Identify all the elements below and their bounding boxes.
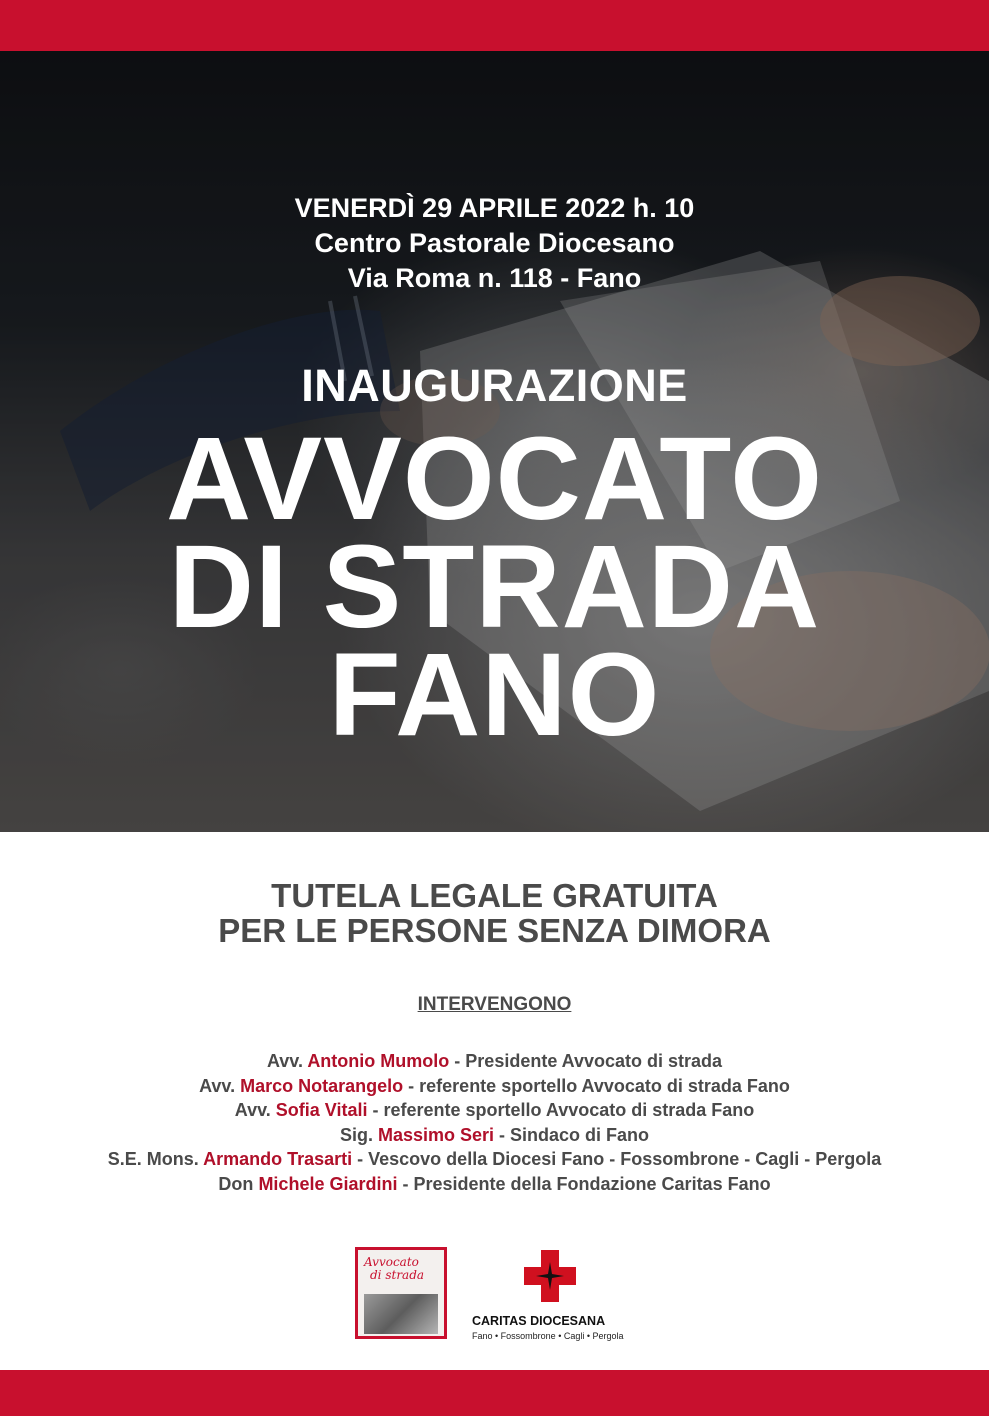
speaker-name: Michele Giardini (258, 1173, 398, 1194)
event-date: VENERDÌ 29 APRILE 2022 h. 10 (294, 193, 695, 223)
top-red-bar (0, 0, 989, 51)
caritas-places: Fano • Fossombrone • Cagli • Pergola (472, 1331, 624, 1341)
speaker-line: S.E. Mons. Armando Trasarti - Vescovo della Diocesi Fano - Fossombrone - Cagli - Pergola (107, 1149, 882, 1170)
main-title-line-3: FANO (328, 629, 661, 761)
speaker-name: Marco Notarangelo (240, 1075, 404, 1096)
subtitle (0, 878, 989, 948)
speakers-heading: INTERVENGONO (417, 994, 572, 1015)
subtitle-line-1: TUTELA LEGALE GRATUITA (271, 877, 718, 914)
caritas-name: CARITAS DIOCESANA (472, 1314, 606, 1328)
main-title-line-2: DI STRADA (168, 521, 821, 653)
subtitle-line-2: PER LE PERSONE SENZA DIMORA (218, 912, 771, 949)
avvocato-logo-photo (364, 1294, 438, 1334)
caritas-cross-icon (522, 1248, 578, 1304)
avvocato-di-strada-logo (355, 1247, 447, 1339)
speaker-line: Avv. Sofia Vitali - referente sportello Avvocato di strada Fano (234, 1100, 755, 1121)
speaker-line: Avv. Antonio Mumolo - Presidente Avvocato di strada (266, 1051, 723, 1071)
speaker-line: Sig. Massimo Seri - Sindaco di Fano (339, 1124, 650, 1145)
main-title-line-1: AVVOCATO (165, 413, 824, 545)
avvocato-logo-text: Avvocato di strada (364, 1255, 425, 1282)
speaker-line: Don Michele Giardini - Presidente della Fondazione Caritas Fano (218, 1173, 771, 1194)
title-kicker: INAUGURAZIONE (301, 360, 688, 411)
speaker-line: Avv. Marco Notarangelo - referente sportello Avvocato di strada Fano (199, 1075, 790, 1096)
speakers-list (0, 1049, 989, 1197)
speaker-name: Antonio Mumolo (307, 1051, 450, 1071)
speaker-name: Armando Trasarti (203, 1149, 353, 1170)
speaker-name: Massimo Seri (377, 1124, 495, 1145)
event-details (0, 191, 989, 296)
event-venue: Centro Pastorale Diocesano (314, 228, 675, 258)
hero-photo (0, 51, 989, 832)
speaker-name: Sofia Vitali (275, 1100, 368, 1121)
main-title (0, 413, 989, 761)
event-address: Via Roma n. 118 - Fano (347, 263, 642, 293)
bottom-red-bar (0, 1370, 989, 1416)
